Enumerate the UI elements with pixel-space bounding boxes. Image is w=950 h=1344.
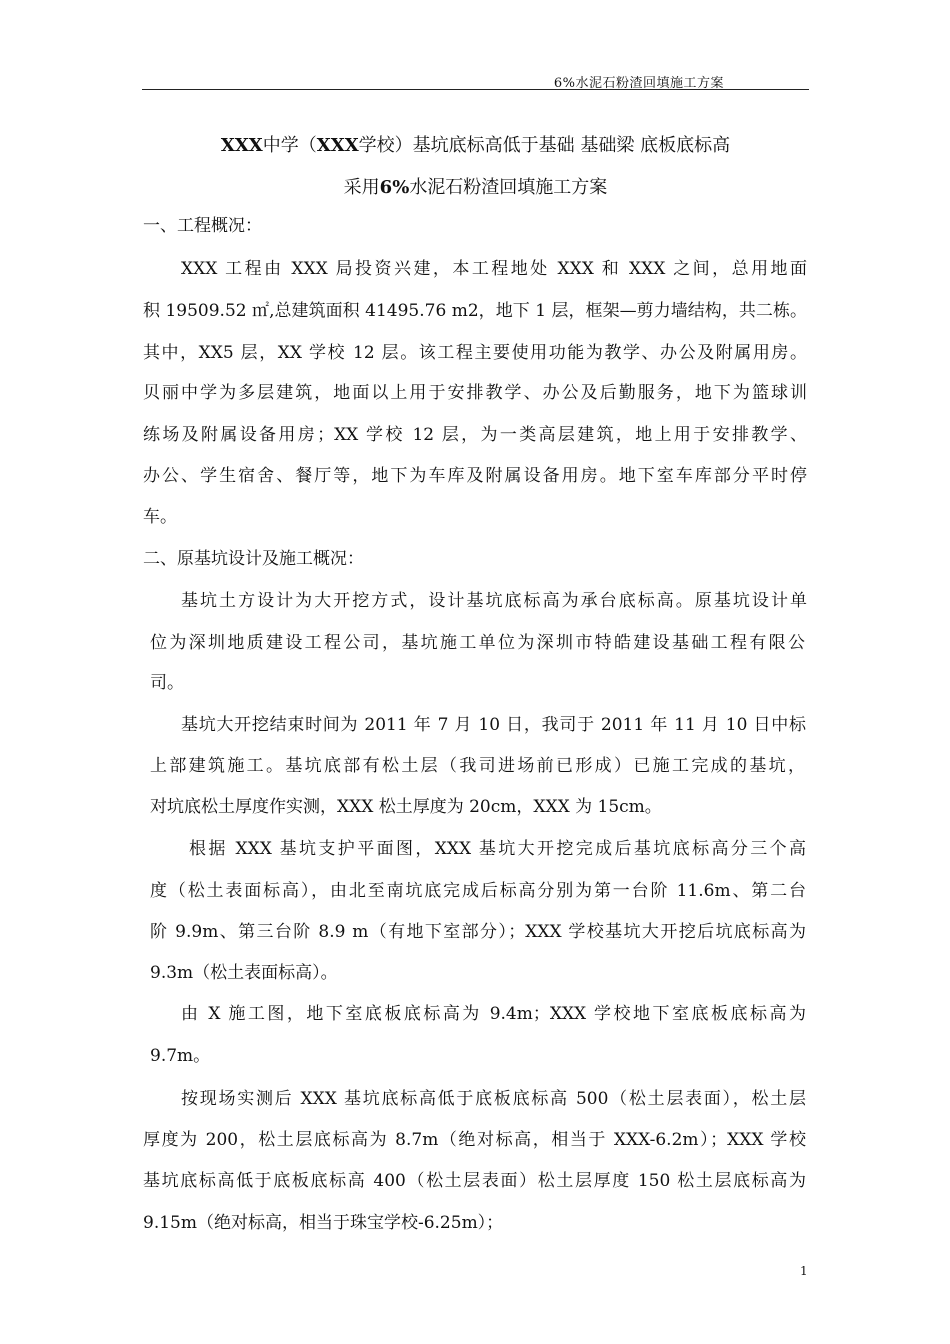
title-text-1: 中学（: [262, 135, 317, 156]
body-line: 练场及附属设备用房；XX 学校 12 层，为一类高层建筑，地上用于安排教学、: [143, 425, 807, 445]
section-heading-1: 一、工程概况：: [143, 216, 262, 236]
running-header: 6%水泥石粉渣回填施工方案: [553, 76, 724, 91]
body-line: 司。: [150, 673, 184, 693]
body-line: 位为深圳地质建设工程公司，基坑施工单位为深圳市特皓建设基础工程有限公: [150, 633, 805, 653]
body-line: 厚度为 200，松土层底标高为 8.7m（绝对标高，相当于 XXX-6.2m）；XXX 学校: [143, 1130, 806, 1150]
body-line: 9.3m（松土表面标高）。: [150, 963, 338, 983]
header-divider: [142, 89, 809, 90]
body-line: 办公、学生宿舍、餐厅等，地下为车库及附属设备用房。地下室车库部分平时停: [143, 466, 807, 486]
title-bold-2: XXX: [316, 135, 359, 156]
body-line: 上部建筑施工。基坑底部有松土层（我司进场前已形成）已施工完成的基坑，: [150, 756, 805, 776]
body-line: 其中，XX5 层，XX 学校 12 层。该工程主要使用功能为教学、办公及附属用房。: [143, 343, 807, 363]
body-line: 基坑大开挖结束时间为 2011 年 7 月 10 日，我司于 2011 年 11 月 10 日中标: [181, 715, 806, 735]
title-text-2: 学校）基坑底标高低于基础 基础梁 底板底标高: [358, 135, 731, 156]
body-line: 9.15m（绝对标高，相当于珠宝学校-6.25m）；: [143, 1213, 504, 1233]
body-line: 车。: [143, 507, 177, 527]
title-bold-3: 6%: [379, 177, 410, 198]
body-line: 度（松土表面标高），由北至南坑底完成后标高分别为第一台阶 11.6m、第二台: [150, 881, 806, 901]
document-title-line-1: [142, 131, 809, 157]
body-line: 阶 9.9m、第三台阶 8.9 m（有地下室部分）；XXX 学校基坑大开挖后坑底标高为: [150, 922, 806, 942]
body-line: 9.7m。: [150, 1046, 211, 1066]
section-heading-2: 二、原基坑设计及施工概况：: [143, 549, 364, 569]
body-line: 积 19509.52 ㎡,总建筑面积 41495.76 m2，地下 1 层，框架—剪力墙结构，共二栋。: [143, 301, 807, 321]
page-number: 1: [800, 1264, 808, 1278]
title-text-4: 水泥石粉渣回填施工方案: [409, 177, 608, 198]
body-line: 对坑底松土厚度作实测，XXX 松土厚度为 20cm，XXX 为 15cm。: [150, 797, 662, 817]
document-title-line-2: [142, 173, 809, 199]
title-bold-1: XXX: [220, 135, 263, 156]
body-line: 贝丽中学为多层建筑，地面以上用于安排教学、办公及后勤服务，地下为篮球训: [143, 383, 807, 403]
body-line: 由 X 施工图，地下室底板底标高为 9.4m；XXX 学校地下室底板底标高为: [181, 1004, 806, 1024]
body-line: 基坑土方设计为大开挖方式，设计基坑底标高为承台底标高。原基坑设计单: [181, 591, 807, 611]
body-line: 根据 XXX 基坑支护平面图，XXX 基坑大开挖完成后基坑底标高分三个高: [189, 839, 806, 859]
body-line: XXX 工程由 XXX 局投资兴建，本工程地处 XXX 和 XXX 之间，总用地面: [181, 259, 807, 279]
title-text-3: 采用: [343, 177, 380, 198]
body-line: 基坑底标高低于底板底标高 400（松土层表面）松土层厚度 150 松土层底标高为: [143, 1171, 806, 1191]
body-line: 按现场实测后 XXX 基坑底标高低于底板底标高 500（松土层表面），松土层: [181, 1089, 806, 1109]
